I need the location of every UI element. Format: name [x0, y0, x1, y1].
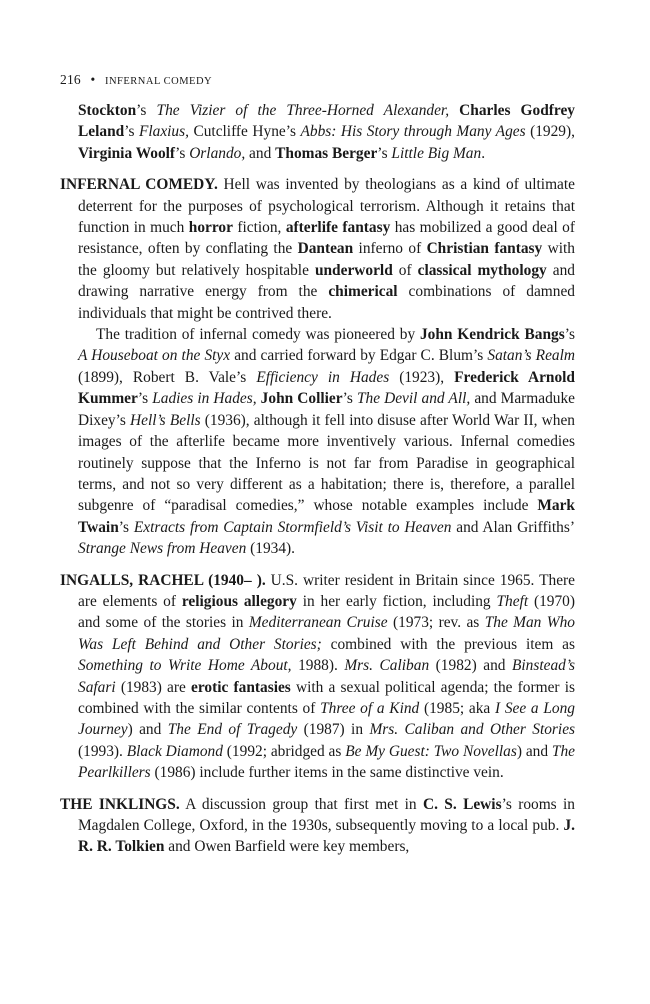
- bold-term: Stockton: [78, 102, 137, 119]
- text-run: combined with the previous item as: [321, 635, 575, 653]
- bold-term: erotic fantasies: [191, 678, 291, 696]
- text-run: and carried forward by Edgar C. Blum’s: [230, 347, 488, 365]
- italic-title: I See a Long Journey: [78, 699, 576, 739]
- entry-infernal-comedy: [60, 174, 575, 559]
- text-run: has mobilized a good deal of resistance, often by conflating the: [78, 219, 575, 258]
- text-run: (1992; abridged as: [222, 742, 346, 760]
- entry-continuation: [60, 100, 575, 164]
- bold-term: Charles Godfrey Leland: [78, 102, 575, 141]
- bold-term: afterlife fantasy: [285, 219, 391, 237]
- italic-title: Theft: [496, 592, 529, 610]
- text-run: inferno of: [353, 240, 427, 258]
- bold-term: horror: [188, 219, 233, 237]
- italic-title: Satan’s Realm: [487, 347, 575, 365]
- italic-title: Mediterranean Cruise: [248, 614, 388, 632]
- italic-title: Strange News from Heaven: [78, 540, 247, 558]
- text-run: (1973; rev. as: [387, 614, 485, 632]
- bold-term: INGALLS, RACHEL (1940– ).: [60, 571, 266, 589]
- text-run: Hell was invented by theologians as a kind of ultimate deterrent for the purposes of psychological terrorism. Although it retains that function in much: [78, 176, 575, 237]
- bold-term: Mark Twain: [78, 497, 575, 536]
- text-run: Cutcliffe Hyne’s: [188, 123, 301, 141]
- italic-title: The Vizier of the Three-Horned Alexander,: [156, 102, 450, 119]
- text-run: fiction,: [232, 219, 286, 237]
- header-bullet: •: [90, 72, 96, 87]
- text-run: ) and: [516, 742, 552, 760]
- text-run: (1970) and some of the stories in: [78, 592, 575, 632]
- bold-term: John Kendrick Bangs: [419, 326, 565, 344]
- text-run: (1923),: [389, 368, 455, 386]
- text-run: (1982) and: [429, 657, 512, 675]
- italic-title: Efficiency in Hades: [256, 368, 390, 386]
- text-run: A discussion group that first met in: [179, 795, 423, 813]
- text-run: ) and: [127, 721, 168, 739]
- bold-term: John Collier: [260, 390, 343, 408]
- text-run: (1983) are: [115, 678, 192, 696]
- bold-term: J. R. R. Tolkien: [78, 817, 575, 856]
- bold-term: chimerical: [328, 283, 398, 301]
- text-run: 1988).: [291, 657, 345, 675]
- text-run: (1993).: [78, 742, 127, 760]
- italic-title: Binstead’s Safari: [78, 657, 575, 696]
- bold-term: C. S. Lewis: [422, 795, 502, 813]
- text-run: ’s: [124, 123, 139, 141]
- text-run: U.S. writer resident in Britain since 1965. There are elements of: [78, 571, 575, 610]
- text-run: The tradition of infernal comedy was pioneered by: [96, 326, 420, 344]
- text-run: ’s: [342, 390, 357, 408]
- bold-term: Dantean: [297, 240, 354, 258]
- entry-paragraph: [78, 324, 575, 559]
- bold-term: Virginia Woolf: [78, 144, 176, 162]
- bold-term: THE INKLINGS.: [60, 795, 180, 813]
- italic-title: Orlando,: [189, 144, 246, 162]
- italic-title: Hell’s Bells: [130, 411, 201, 429]
- italic-title: A Houseboat on the Styx: [78, 347, 231, 365]
- text-run: .: [481, 144, 486, 162]
- entry-ingalls-rachel: [60, 570, 575, 784]
- text-run: ’s: [175, 144, 190, 162]
- text-run: of: [392, 261, 418, 279]
- italic-title: Flaxius,: [138, 123, 189, 141]
- italic-title: Mrs. Caliban and Other Stories: [369, 721, 576, 739]
- italic-title: The Pearlkillers: [78, 742, 576, 782]
- text-run: and drawing narrative energy from the: [78, 261, 575, 301]
- italic-title: The Man Who Was Left Behind and Other Stories;: [78, 614, 575, 653]
- text-run: (1929),: [525, 123, 575, 141]
- bold-term: Frederick Arnold Kummer: [78, 368, 575, 408]
- text-run: (1936), although it fell into disuse after World War II, when images of the afterlife became more inventively various. Infernal comedies routinely suppose that the Inferno is not far from Paradise in geographical terms, and not so very different as a habitation; there is, therefore, a parallel subgenre of “paradisal comedies,” whose notable examples include: [78, 411, 575, 515]
- text-run: (1986) include further items in the same distinctive vein.: [150, 764, 504, 782]
- text-run: (1934).: [246, 540, 296, 558]
- text-run: and Alan Griffiths’: [451, 518, 575, 536]
- italic-title: Be My Guest: Two Novellas: [345, 742, 517, 760]
- bold-term: religious allegory: [181, 592, 297, 610]
- running-title: INFERNAL COMEDY: [104, 76, 213, 87]
- italic-title: Mrs. Caliban: [344, 657, 430, 675]
- bold-term: Thomas Berger: [275, 144, 378, 162]
- italic-title: Three of a Kind: [320, 699, 420, 717]
- entries-column: [60, 100, 575, 858]
- text-run: and Owen Barfield were key members,: [164, 838, 410, 856]
- text-run: with the gloomy but relatively hospitable: [78, 240, 575, 279]
- text-run: and Marmaduke Dixey’s: [78, 390, 575, 429]
- italic-title: The Devil and All,: [356, 390, 471, 408]
- italic-title: Extracts from Captain Stormfield’s Visit to Heaven: [133, 518, 452, 536]
- text-run: combinations of damned individuals that might be contrived there.: [78, 283, 575, 322]
- italic-title: Black Diamond: [126, 742, 223, 760]
- italic-title: Ladies in Hades,: [152, 390, 257, 408]
- text-run: ’s: [564, 326, 575, 344]
- text-run: (1899), Robert B. Vale’s: [78, 368, 257, 386]
- italic-title: Abbs: His Story through Many Ages: [300, 123, 526, 141]
- text-run: with a sexual political agenda; the former is combined with the similar contents of: [78, 678, 575, 717]
- text-run: ’s: [136, 102, 157, 119]
- text-run: ’s rooms in Magdalen College, Oxford, in the 1930s, subsequently moving to a local pub.: [78, 795, 575, 834]
- bold-term: INFERNAL COMEDY.: [60, 176, 218, 194]
- text-run: (1985; aka: [419, 699, 495, 717]
- text-run: ’s: [377, 144, 392, 162]
- italic-title: Little Big Man: [391, 144, 482, 162]
- text-run: ’s: [137, 390, 153, 408]
- text-run: ’s: [118, 518, 134, 536]
- text-run: in her early fiction, including: [296, 592, 497, 610]
- bold-term: underworld: [314, 261, 393, 279]
- italic-title: The End of Tragedy: [167, 721, 298, 739]
- running-head: [60, 72, 212, 88]
- italic-title: Something to Write Home About,: [78, 657, 292, 675]
- page-number: 216: [60, 72, 81, 87]
- text-run: (1987) in: [297, 721, 370, 739]
- entry-the-inklings: [60, 794, 575, 858]
- bold-term: Christian fantasy: [426, 240, 543, 258]
- text-run: [449, 102, 459, 119]
- bold-term: classical mythology: [417, 261, 547, 279]
- text-run: and: [245, 144, 276, 162]
